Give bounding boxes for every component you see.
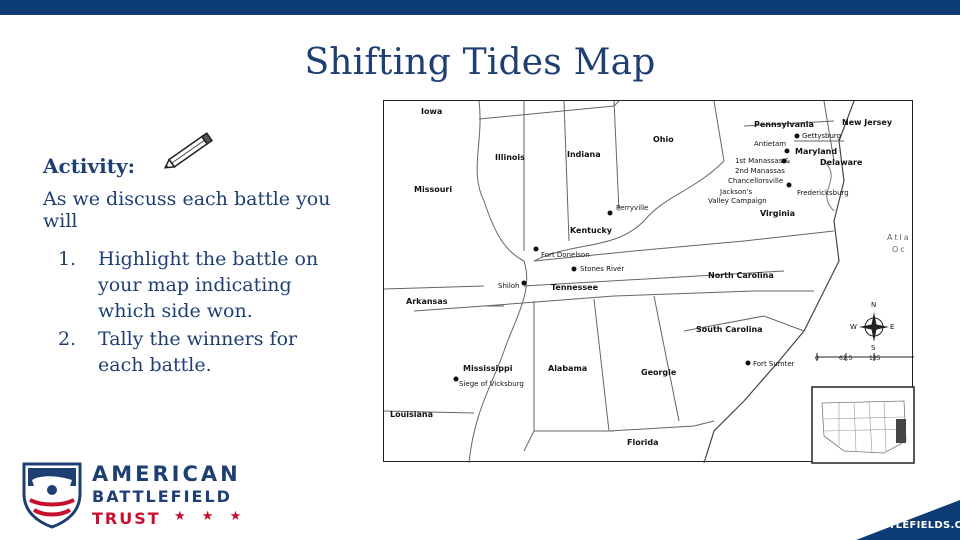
- step-text: Tally the winners for each battle.: [98, 328, 298, 376]
- compass-s: S: [871, 344, 876, 352]
- slide-title: Shifting Tides Map: [304, 42, 656, 83]
- map-label-mississippi: Mississippi: [463, 364, 513, 373]
- step-number: 1.: [58, 248, 77, 270]
- map-label-north-carolina: North Carolina: [708, 271, 774, 280]
- activity-steps: [43, 246, 343, 380]
- battle-label: Perryville: [616, 204, 649, 212]
- map-label-georgie: Georgie: [641, 368, 677, 377]
- map-label-missouri: Missouri: [414, 185, 453, 194]
- battle-label: Siege of Vicksburg: [459, 380, 524, 388]
- ocean-label: Oc: [892, 245, 907, 254]
- map-label-louisiana: Louisiana: [390, 410, 434, 419]
- map-label-kentucky: Kentucky: [570, 226, 612, 235]
- battle-label: Shiloh: [498, 282, 520, 290]
- step-item: [43, 326, 343, 378]
- scale-label: 125: [869, 355, 881, 362]
- map-label-maryland: Maryland: [795, 147, 838, 156]
- map-label-tennessee: Tennessee: [551, 283, 599, 292]
- map-label-ohio: Ohio: [653, 135, 674, 144]
- battle-label: Fort Donelson: [541, 251, 590, 259]
- map-label-iowa: Iowa: [421, 107, 443, 116]
- logo-line-1: AMERICAN: [92, 462, 241, 486]
- compass-w: W: [850, 323, 857, 331]
- map-label-alabama: Alabama: [548, 364, 588, 373]
- map-label-indiana: Indiana: [567, 150, 601, 159]
- step-item: [43, 246, 343, 324]
- battle-label: Gettysburg: [802, 132, 842, 140]
- battle-label: Jackson's: [720, 188, 753, 196]
- map-label-florida: Florida: [627, 438, 659, 447]
- top-accent-bar: [0, 0, 960, 15]
- battle-label: Valley Campaign: [708, 197, 767, 205]
- battle-label: Chancellorsville: [728, 177, 784, 185]
- battle-label: Antietam: [754, 140, 787, 148]
- battle-label: Fort Sumter: [753, 360, 795, 368]
- scale-label: 62.5: [839, 355, 853, 362]
- map-label-arkansas: Arkansas: [406, 297, 448, 306]
- map-label-pennsylvania: Pennsylvania: [754, 120, 814, 129]
- activity-intro: As we discuss each battle you will: [43, 188, 331, 232]
- compass-n: N: [871, 301, 877, 309]
- logo-stars: ★ ★ ★: [174, 509, 248, 524]
- step-number: 2.: [58, 328, 77, 350]
- ocean-label: Atla: [887, 233, 911, 242]
- map-label-virginia: Virginia: [760, 209, 796, 218]
- battle-label: Fredericksburg: [797, 189, 849, 197]
- battle-label: 2nd Manassas: [735, 167, 785, 175]
- american-battlefield-trust-logo: [22, 460, 252, 530]
- site-url-link[interactable]: BATTLEFIELDS.ORG: [866, 520, 980, 531]
- logo-line-2: BATTLEFIELD: [92, 487, 232, 506]
- activity-heading: Activity:: [43, 154, 135, 178]
- scale-label: 0: [815, 355, 819, 362]
- map-label-delaware: Delaware: [820, 158, 863, 167]
- battle-label: 1st Manassas &: [735, 157, 791, 165]
- compass-rose-icon: [859, 312, 889, 342]
- map-label-new-jersey: New Jersey: [842, 118, 893, 127]
- compass-e: E: [890, 323, 895, 331]
- map-label-illinois: Illinois: [495, 153, 525, 162]
- map-label-south-carolina: South Carolina: [696, 325, 763, 334]
- shield-icon: [22, 460, 82, 528]
- battle-label: Stones River: [580, 265, 625, 273]
- pencil-icon: [160, 126, 220, 176]
- logo-line-3: TRUST: [92, 509, 161, 528]
- civil-war-map: [383, 100, 913, 462]
- step-text: Highlight the battle on your map indicating which side won.: [98, 248, 319, 322]
